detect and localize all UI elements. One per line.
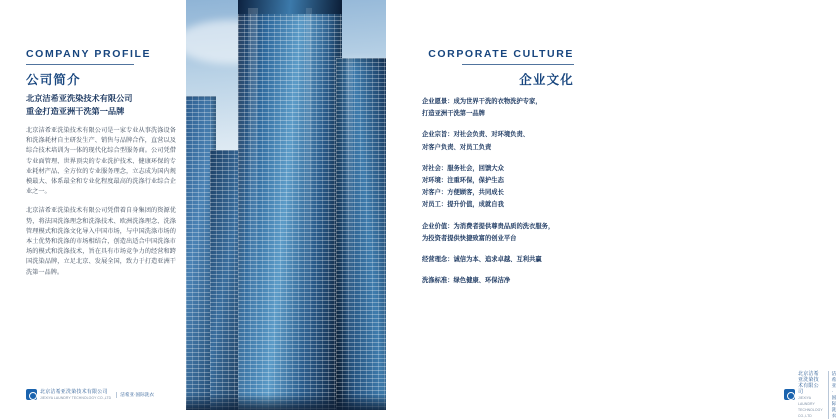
value-line1: 企业价值：为消费者提供尊贵品质的洗衣服务， [422,222,555,230]
footer-brand [40,389,111,401]
vision-block [422,96,582,119]
skyscraper-photo [186,0,386,410]
footer-brand [798,371,823,419]
company-paragraph-2: 北京洁希亚洗染技术有限公司凭借着自身集团的资源优势，将法国洗涤理念和洗涤技术、欧洲洗涤理念、洗涤管理模式和洗涤文化导入中国市场，与中国洗涤市场的本土优势和洗涤的市场相结合，创造出适合中国洗涤市场的模式和洗涤技术，旨在具有市场竞争力的经营和跨国洗染品牌，立足北京、发展全国，致力于打造亚洲干洗第一品牌。 [26,207,176,276]
footer-brand-name: 北京洁希亚洗染技术有限公司 [798,370,819,395]
commitment-item: 对客户：方便顾客，共同成长 [422,189,504,197]
mission-line1: 企业宗旨：对社会负责、对环境负责、 [422,131,530,139]
left-page [0,0,186,410]
glass-highlight [248,8,258,408]
corporate-culture-heading [404,48,574,88]
footer-brand-sub: JIEXIYA LAUNDRY TECHNOLOGY CO.,LTD [40,395,112,400]
company-paragraph-1: 北京洁希亚洗染技术有限公司是一家专业从事洗涤设备和洗涤耗材自主研发生产、销售与品牌合作，直营以及综合技术培训为一体的现代化综合型服务商。公司凭借专业面管理、世界顶尖的专业洗护技术、健康环保的专业耗材产品、全方位的专业服务理念，立志成为国内规模最大、体系最全和专业化程度最高的洗涤行业综合企业之一。 [26,127,176,196]
heading-divider [462,64,574,65]
mission-line2: 对客户负责、对员工负责 [422,143,492,151]
vision-line1: 企业愿景：成为世界干洗的衣物洗护专家， [422,98,542,105]
commitment-item: 对员工：提升价值，成就自我 [422,201,504,209]
photo-ground-shadow [186,394,386,410]
commitment-item: 对环境：注重环保，保护生态 [422,177,504,185]
heading-divider [26,64,134,65]
company-lead-line1: 北京洁希亚洗染技术有限公司 [26,94,133,103]
company-body [26,126,176,287]
building-tower-right [336,58,386,410]
footer-badge-right: 洁希亚·国际洗衣 [828,371,836,419]
philosophy-line: 经营理念：诚信为本、追求卓越、互利共赢 [422,256,542,264]
value-block [422,221,582,244]
company-logo-icon [784,389,795,400]
footer-left [26,389,154,400]
commitment-item: 对社会：服务社会，回馈大众 [422,164,504,172]
footer-brand-sub: JIEXIYA LAUNDRY TECHNOLOGY CO.,LTD [798,395,823,418]
standard-block [422,275,582,286]
philosophy-block [422,254,582,265]
vision-line2: 打造亚洲干洗第一品牌 [422,110,485,118]
company-lead [26,92,174,118]
glass-highlight [346,58,353,410]
footer-brand-name: 北京洁希亚洗染技术有限公司 [40,388,108,395]
company-profile-title-cn: 公司简介 [26,73,81,87]
right-page [386,0,836,418]
commitment-list [422,163,582,211]
glass-highlight [306,8,312,408]
company-logo-icon [26,389,37,400]
footer-right [784,370,836,418]
corporate-culture-title-en: CORPORATE CULTURE [428,48,574,60]
mission-block [422,129,582,152]
corporate-culture-body [422,96,582,296]
corporate-culture-title-cn: 企业文化 [519,73,574,87]
footer-badge-left: 洁希亚·国际洗衣 [116,392,154,398]
standard-line: 洗涤标准：绿色健康、环保洁净 [422,277,511,285]
company-profile-title-en: COMPANY PROFILE [26,48,152,60]
company-lead-line2: 重金打造亚洲干洗第一品牌 [26,107,125,116]
company-profile-heading [26,48,176,88]
value-line2: 为投资者提供快捷致富的创业平台 [422,234,517,242]
